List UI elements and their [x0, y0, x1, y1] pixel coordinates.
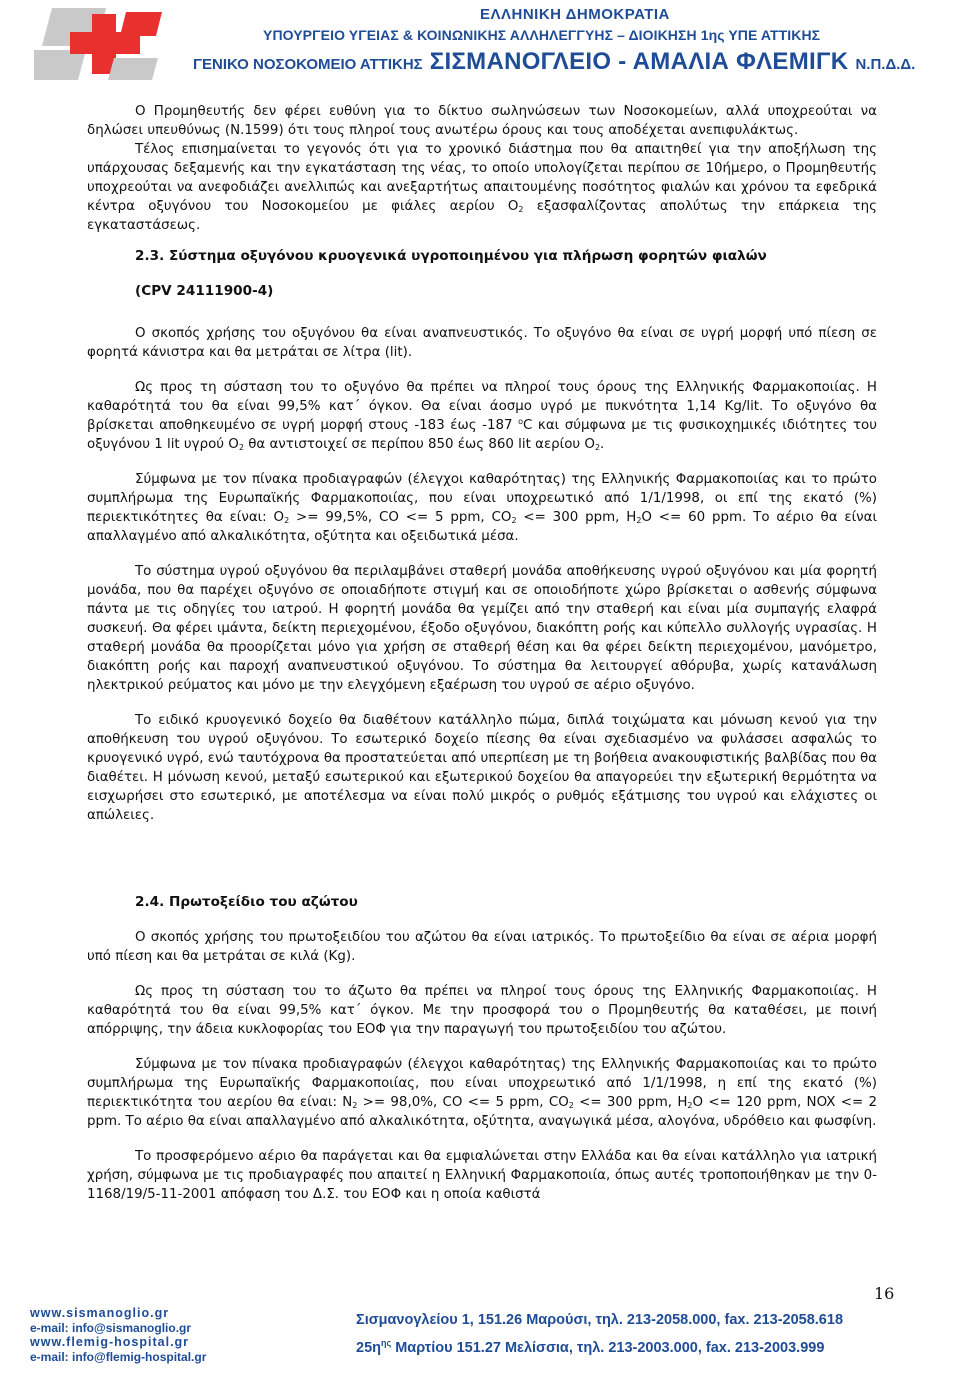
- section-heading: 2.3. Σύστημα οξυγόνου κρυογενικά υγροποιημένου για πλήρωση φορητών φιαλών: [135, 248, 767, 264]
- cpv-code: (CPV 24111900-4): [135, 283, 274, 299]
- paragraph: Το ειδικό κρυογενικό δοχείο θα διαθέτουν κατάλληλο πώμα, διπλά τοιχώματα και μόνωση κενού για την αποθήκευση του υγρού οξυγόνου. Το εσωτερικό δοχείο πίεσης θα είναι σχεδιασμένο να φυλάσσει ασφαλώς το κρυογενικό υγρό, ενώ ταυτόχρονα θα προστατεύεται από υπερπίεση με τη βοήθεια ανακουφιστικής βαλβίδας που θα διαθέτει. Η μόνωση κενού, μεταξύ εσωτερικού και εξωτερικού δοχείου θα απαγορεύει την εξωτερική θερμότητα να εισχωρήσει στο εσωτερικό, με αποτέλεσμα να είναι πολύ μικρός ο ρυθμός εξάτμισης του υγρού και ελάχιστες οι απώλειες.: [87, 713, 877, 823]
- paragraph: Ως προς τη σύσταση του το άζωτο θα πρέπει να πληροί τους όρους της Ελληνικής Φαρμακοποιίας. Η καθαρότητά του θα είναι 99,5% κατ΄ όγκον. Με την προσφορά του ο Προμηθευτής θα καταθέσει, με ποινή απόρριψης, την άδεια κυκλοφορίας του ΕΟΦ για την παραγωγή του πρωτοξειδίου του αζώτου.: [87, 984, 877, 1037]
- page-number: 16: [874, 1284, 895, 1303]
- letterhead: [0, 0, 960, 86]
- paragraph: Τέλος επισημαίνεται το γεγονός ότι για το χρονικό διάστημα που θα απαιτηθεί για την αποξήλωση της υπάρχουσας δεξαμενής και την εγκατάσταση της νέας, το οποίο υπολογίζεται περίπου σε 10ήμερο, ο Προμηθευτής υποχρεούται να ανεφοδιάζει ανελλιπώς και ανεξαρτήτως απαιτουμένης ποσότητος φιαλών και χρόνου τα εφεδρικά κέντρα οξυγόνου του Νοσοκομείου με φιάλες αερίου $O_2$ εξασφαλίζοντας απολύτως την επάρκεια της εγκαταστάσεως.: [87, 142, 877, 233]
- header-hospital-name: ΣΙΣΜΑΝΟΓΛΕΙΟ - ΑΜΑΛΙΑ ΦΛΕΜΙΓΚ: [429, 48, 849, 75]
- address-line: Σισμανογλείου 1, 151.26 Μαρούσι, τηλ. 213-2058.000, fax. 213-2058.618: [356, 1312, 844, 1328]
- footer: [0, 1306, 960, 1394]
- footer-contacts: [30, 1306, 260, 1364]
- hospital-cross-logo: [34, 6, 169, 82]
- document-body: [87, 102, 877, 1213]
- paragraph: Ο σκοπός χρήσης του πρωτοξειδίου του αζώτου θα είναι ιατρικός. Το πρωτοξείδιο θα είναι σε αέρια μορφή υπό πίεση και θα μετράται σε κιλά (Kg).: [87, 930, 877, 964]
- header-hospital-suffix: Ν.Π.Δ.Δ.: [855, 56, 916, 73]
- email-link[interactable]: e-mail: info@flemig-hospital.gr: [30, 1349, 207, 1364]
- paragraph: Σύμφωνα με τον πίνακα προδιαγραφών (έλεγχοι καθαρότητας) της Ελληνικής Φαρμακοποιίας και το πρώτο συμπλήρωμα της Ευρωπαϊκής Φαρμακοποιίας, που είναι υποχρεωτικό από 1/1/1998, οι επί της εκατό (%) περιεκτικότητες θα είναι: $O_2 >= 99,5\%$, CO <= 5 ppm, $CO_2 <= 300$ ppm, $H_2O <= 60$ ppm. Το αέριο θα είναι απαλλαγμένο από αλκαλικότητα, οξύτητα και οξειδωτικά μέσα.: [87, 472, 877, 544]
- paragraph: Σύμφωνα με τον πίνακα προδιαγραφών (έλεγχοι καθαρότητας) της Ελληνικής Φαρμακοποιίας και το πρώτο συμπλήρωμα της Ευρωπαϊκής Φαρμακοποιίας, που είναι υποχρεωτικό από 1/1/1998, η επί της εκατό (%) περιεκτικότητα του αερίου θα είναι: $N_2 >= 98,0\%$, CO <= 5 ppm, $CO_2 <= 300$ ppm, $H_2O <= 120$ ppm, NOX <= 2 ppm. Το αέριο θα είναι απαλλαγμένο από αλκαλικότητα, οξύτητα, αναγωγικά μέσα, αλογόνα, υδρόθειο και φωσφίνη.: [87, 1057, 877, 1129]
- header-country: ΕΛΛΗΝΙΚΗ ΔΗΜΟΚΡΑΤΙΑ: [480, 6, 670, 23]
- email-link[interactable]: e-mail: info@sismanoglio.gr: [30, 1320, 192, 1335]
- header-ministry: ΥΠΟΥΡΓΕΙΟ ΥΓΕΙΑΣ & ΚΟΙΝΩΝΙΚΗΣ ΑΛΛΗΛΕΓΓΥΗΣ – ΔΙΟΙΚΗΣΗ 1ης ΥΠΕ ΑΤΤΙΚΗΣ: [263, 27, 821, 43]
- header-hospital: [193, 48, 915, 76]
- footer-addresses: [356, 1306, 843, 1362]
- address-line: $25\eta^{\eta\varsigma}$ Μαρτίου 151.27 Μελίσσια, τηλ. 213-2003.000, fax. 213-2003.999: [356, 1338, 825, 1356]
- paragraph: Ο σκοπός χρήσης του οξυγόνου θα είναι αναπνευστικός. Το οξυγόνο θα είναι σε υγρή μορφή υπό πίεση σε φορητά κάνιστρα και θα μετράται σε λίτρα (lit).: [87, 326, 877, 360]
- paragraph: Ως προς τη σύσταση του το οξυγόνο θα πρέπει να πληροί τους όρους της Ελληνικής Φαρμακοποιίας. Η καθαρότητά του θα είναι 99,5% κατ΄ όγκον. Θα είναι άοσμο υγρό με πυκνότητα 1,14 Kg/lit. Το οξυγόνο θα βρίσκεται αποθηκευμένο σε υγρή μορφή στους -183 έως -187 $^o$C και σύμφωνα με τις φυσικοχημικές ιδιότητες του οξυγόνου 1 lit υγρού $O_2$ θα αντιστοιχεί σε περίπου 850 έως 860 lit αερίου $O_2$.: [87, 380, 877, 452]
- website-link[interactable]: www.flemig-hospital.gr: [30, 1335, 190, 1349]
- paragraph: Το προσφερόμενο αέριο θα παράγεται και θα εμφιαλώνεται στην Ελλάδα και θα είναι κατάλληλο για ιατρική χρήση, σύμφωνα με τις προδιαγραφές που απαιτεί η Ελληνική Φαρμακοποιία, όπως αυτές τροποποιήθηκαν με την 0-1168/19/5-11-2001 απόφαση του Δ.Σ. του ΕΟΦ και η οποία καθιστά: [87, 1149, 877, 1202]
- paragraph: Ο Προμηθευτής δεν φέρει ευθύνη για το δίκτυο σωληνώσεων των Νοσοκομείων, αλλά υποχρεούται να δηλώσει υπευθύνως (Ν.1599) ότι τους πληροί τους ανωτέρω όρους και τους αποδέχεται ανεπιφυλάκτως.: [87, 104, 877, 138]
- header-hospital-prefix: ΓΕΝΙΚΟ ΝΟΣΟΚΟΜΕΙΟ ΑΤΤΙΚΗΣ: [193, 56, 423, 73]
- section-heading: 2.4. Πρωτοξείδιο του αζώτου: [135, 894, 358, 910]
- paragraph: Το σύστημα υγρού οξυγόνου θα περιλαμβάνει σταθερή μονάδα αποθήκευσης υγρού οξυγόνου και μία φορητή μονάδα, που θα παρέχει οξυγόνο σε οποιαδήποτε στιγμή και σε οποιοδήποτε χώρο βρίσκεται ο ασθενής σύμφωνα πάντα με τις οδηγίες του ιατρού. Η φορητή μονάδα θα γεμίζει από την σταθερή και είναι μία συμπαγής ελαφρά συσκευή. Θα φέρει ιμάντα, δείκτη περιεχομένου, έξοδο οξυγόνου, διακόπτη ροής και κύπελλο συλλογής υγρασίας. Η σταθερή μονάδα θα προορίζεται μόνο για χρήση σε σταθερή θέση και θα φέρει δείκτη περιεχομένου, μανόμετρο, διακόπτη ροής και παροχή αναπνευστικού οξυγόνου. Το σύστημα θα λειτουργεί αθόρυβα, χωρίς κατανάλωση ηλεκτρικού ρεύματος και μόνο με την ελεγχόμενη εξαέρωση του υγρού σε αέριο οξυγόνο.: [87, 564, 877, 693]
- website-link[interactable]: www.sismanoglio.gr: [30, 1306, 170, 1320]
